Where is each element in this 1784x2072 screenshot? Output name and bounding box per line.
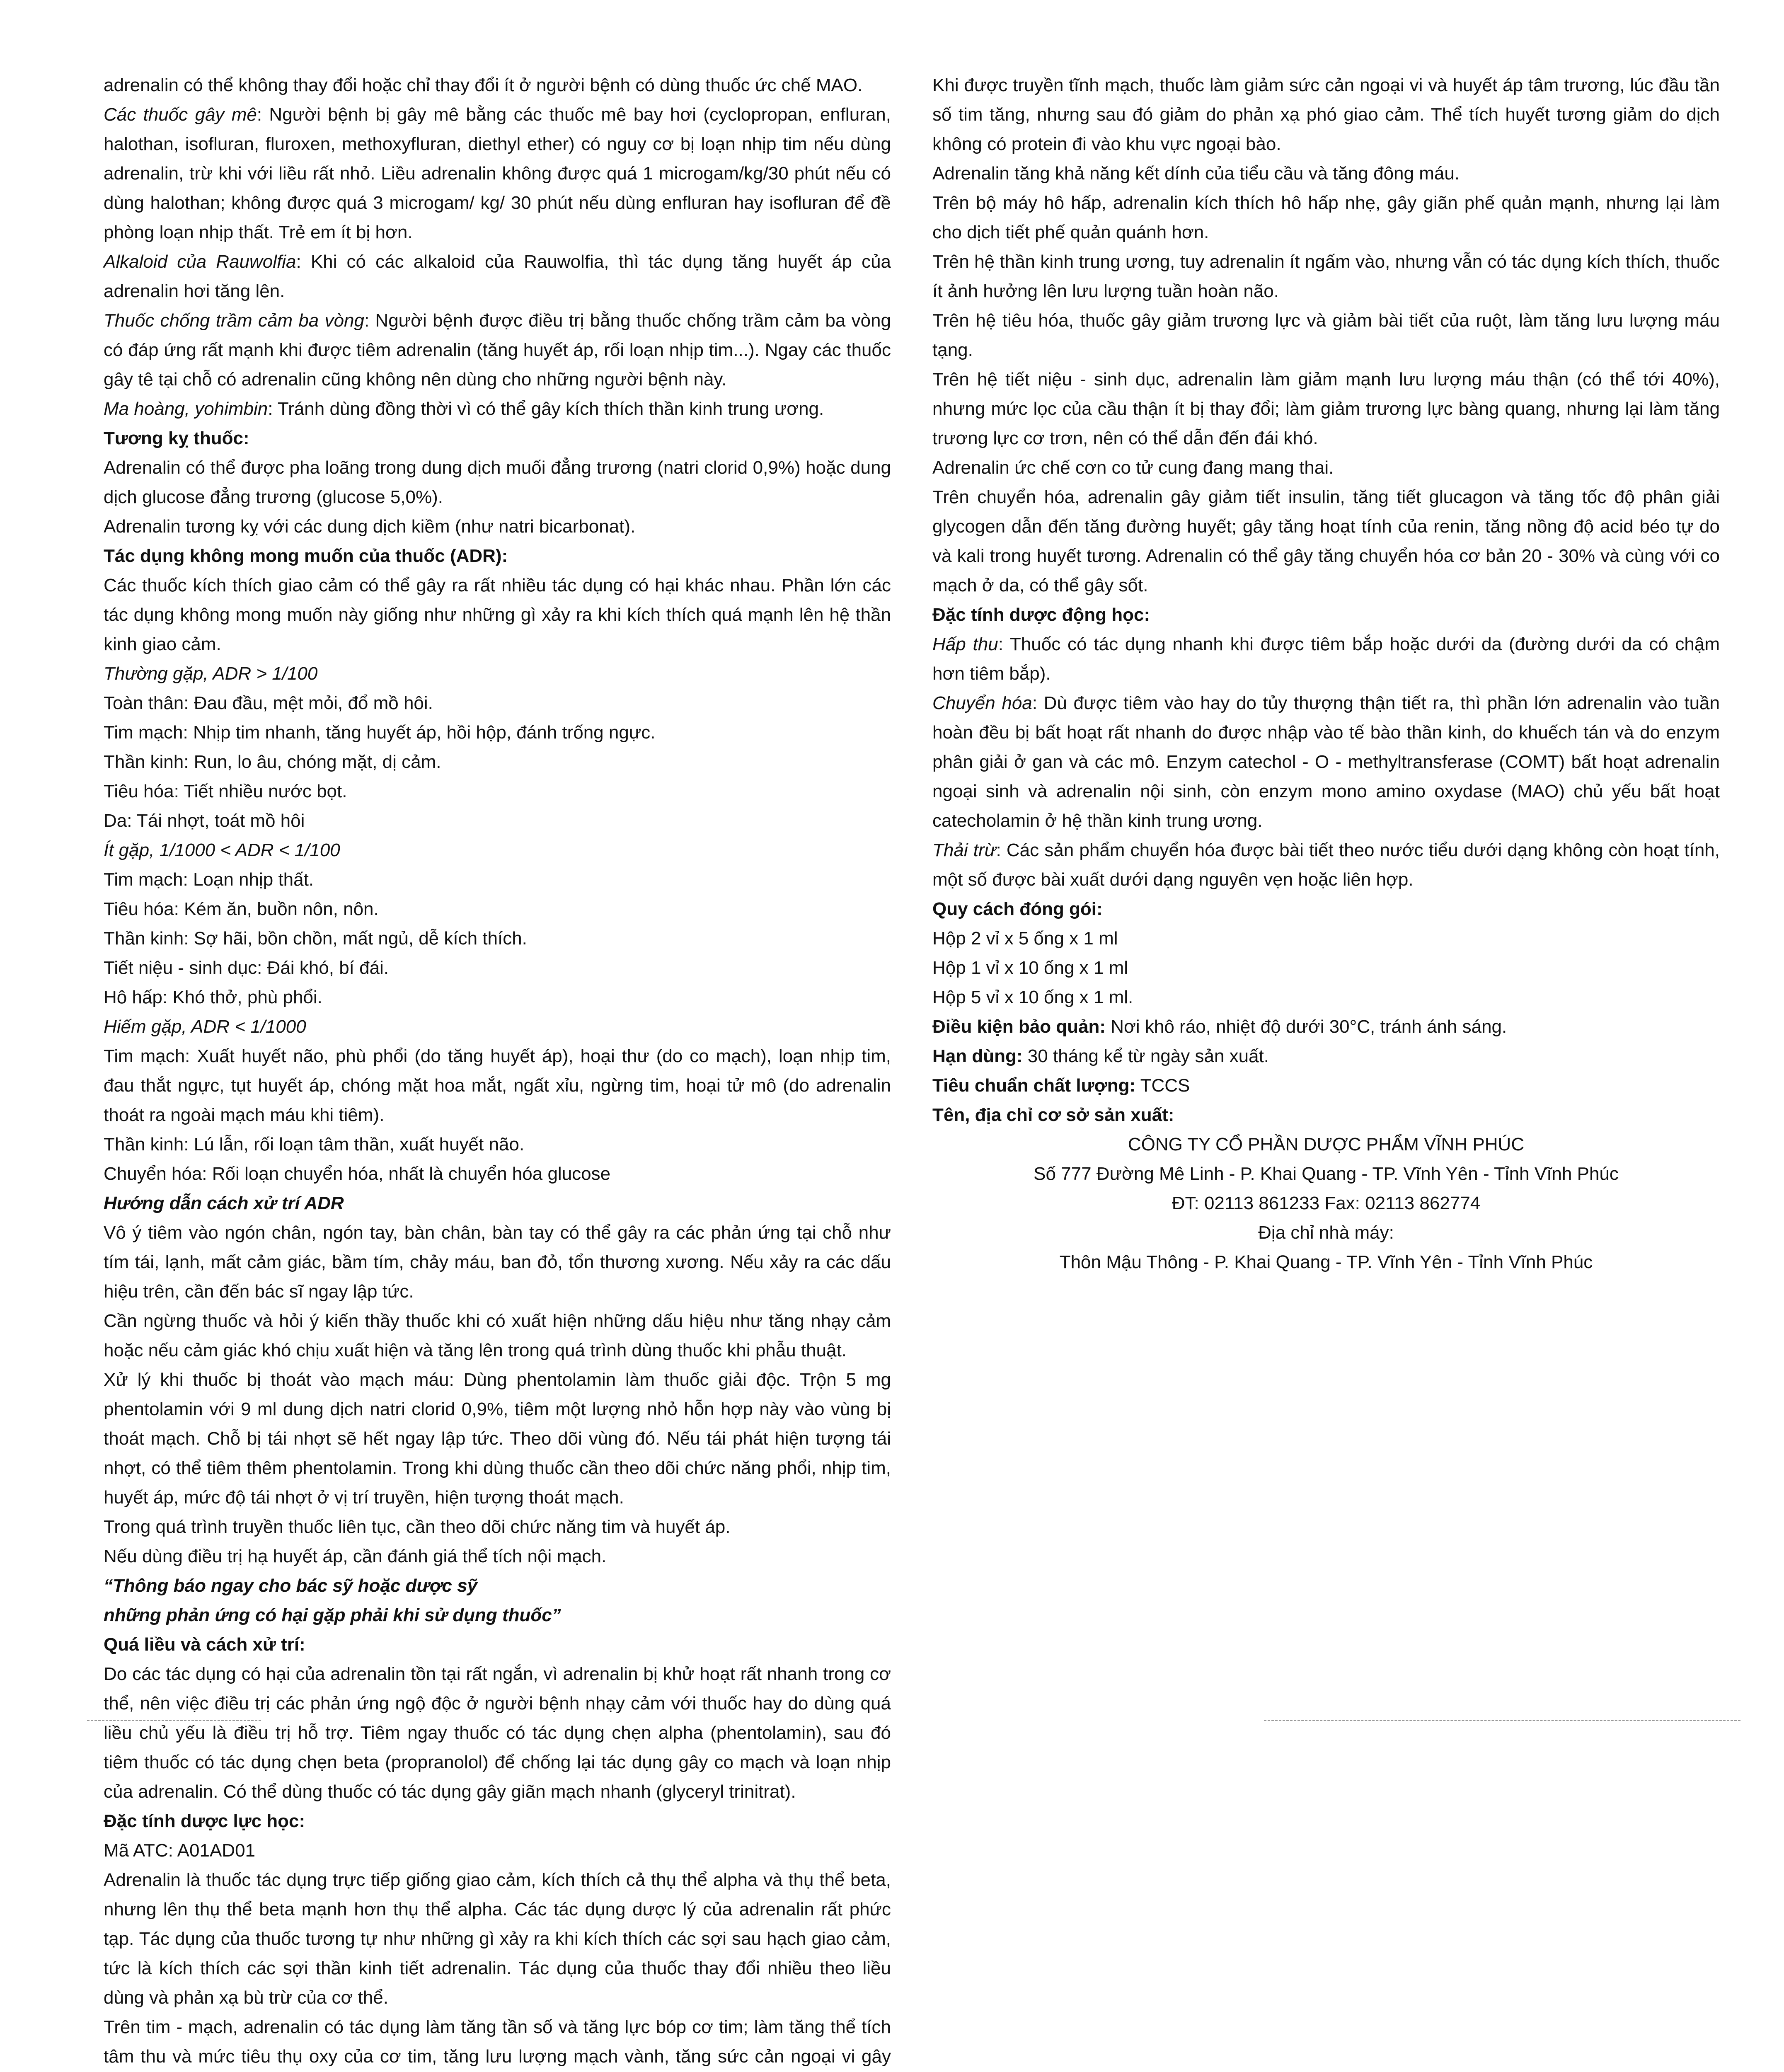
paragraph-lead: Alkaloid của Rauwolfia xyxy=(104,252,296,272)
frequency-heading: Hiếm gặp, ADR < 1/1000 xyxy=(104,1017,306,1037)
paragraph-with-italic-lead xyxy=(104,100,891,247)
paragraph-body: : Tránh dùng đồng thời vì có thể gây kích thích thần kinh trung ương. xyxy=(268,399,824,419)
paragraph-body: : Người bệnh bị gây mê bằng các thuốc mê bay hơi (cyclopropan, enfluran, halothan, isofluran, fluroxen, methoxyfluran, diethyl ether) có nguy cơ bị loạn nhịp tim nếu dùng adrenalin, trừ khi với liều rất nhỏ. Liều adrenalin không được quá 1 microgam/kg/30 phút nếu có dùng halothan; không được quá 3 microgam/ kg/ 30 phút nếu dùng enfluran hay isofluran để đề phòng loạn nhịp thất. Trẻ em ít bị hơn. xyxy=(104,104,891,242)
paragraph: Khi được truyền tĩnh mạch, thuốc làm giảm sức cản ngoại vi và huyết áp tâm trương, lúc đầu tần số tim tăng, nhưng sau đó giảm do phản xạ phó giao cảm. Thể tích huyết tương giảm do dịch không có protein đi vào khu vực ngoại bào. xyxy=(932,75,1720,154)
manufacturer-line: Thôn Mậu Thông - P. Khai Quang - TP. Vĩnh Yên - Tỉnh Vĩnh Phúc xyxy=(1059,1252,1593,1272)
right-column xyxy=(932,70,1720,1277)
paragraph-lead: Điều kiện bảo quản: xyxy=(932,1017,1106,1037)
paragraph: adrenalin có thể không thay đổi hoặc chỉ thay đổi ít ở người bệnh có dùng thuốc ức chế MAO. xyxy=(104,75,863,95)
labelled-line xyxy=(932,1012,1720,1041)
section-heading: Đặc tính dược động học: xyxy=(932,605,1150,625)
paragraph: Hộp 1 vỉ x 10 ống x 1 ml xyxy=(932,958,1128,978)
right-divider-line xyxy=(1264,1720,1740,1721)
paragraph: Tim mạch: Xuất huyết não, phù phổi (do tăng huyết áp), hoại thư (do co mạch), loạn nhịp tim, đau thắt ngực, tụt huyết áp, chóng mặt hoa mắt, ngất xỉu, ngừng tim, hoại tử mô (do adrenalin thoát ra ngoài mạch máu khi tiêm). xyxy=(104,1046,891,1125)
paragraph: Tim mạch: Loạn nhịp thất. xyxy=(104,869,314,890)
paragraph: Hô hấp: Khó thở, phù phổi. xyxy=(104,987,322,1007)
paragraph: Toàn thân: Đau đầu, mệt mỏi, đổ mồ hôi. xyxy=(104,693,433,713)
labelled-line xyxy=(932,1071,1720,1100)
section-heading: Tác dụng không mong muốn của thuốc (ADR): xyxy=(104,546,508,566)
paragraph: Adrenalin tương kỵ với các dung dịch kiềm (như natri bicarbonat). xyxy=(104,516,636,537)
paragraph: Tim mạch: Nhịp tim nhanh, tăng huyết áp, hồi hộp, đánh trống ngực. xyxy=(104,722,656,743)
paragraph-lead: Hạn dùng: xyxy=(932,1046,1023,1066)
section-heading: Quy cách đóng gói: xyxy=(932,899,1103,919)
paragraph: Adrenalin ức chế cơn co tử cung đang mang thai. xyxy=(932,457,1334,478)
paragraph-lead: Các thuốc gây mê xyxy=(104,104,257,125)
left-column xyxy=(104,70,891,2072)
paragraph: Adrenalin là thuốc tác dụng trực tiếp giống giao cảm, kích thích cả thụ thể alpha và thụ thể beta, nhưng lên thụ thể beta mạnh hơn thụ thể alpha. Các tác dụng dược lý của adrenalin rất phức tạp. Tác dụng của thuốc tương tự như những gì xảy ra khi kích thích các sợi sau hạch giao cảm, tức là kích thích các sợi thần kinh tiết adrenalin. Tác dụng của thuốc thay đổi nhiều theo liều dùng và phản xạ bù trừ của cơ thể. xyxy=(104,1870,891,2008)
paragraph: Adrenalin có thể được pha loãng trong dung dịch muối đẳng trương (natri clorid 0,9%) hoặc dung dịch glucose đẳng trương (glucose 5,0%). xyxy=(104,457,891,507)
paragraph-with-italic-lead xyxy=(104,306,891,394)
notice-line: “Thông báo ngay cho bác sỹ hoặc dược sỹ xyxy=(104,1576,478,1596)
paragraph-lead: Thải trừ xyxy=(932,840,996,860)
paragraph-lead: Thuốc chống trầm cảm ba vòng xyxy=(104,310,364,331)
paragraph: Mã ATC: A01AD01 xyxy=(104,1840,256,1861)
section-heading: Tên, địa chỉ cơ sở sản xuất: xyxy=(932,1105,1174,1125)
paragraph: Hộp 2 vỉ x 5 ống x 1 ml xyxy=(932,928,1118,949)
paragraph: Xử lý khi thuốc bị thoát vào mạch máu: Dùng phentolamin làm thuốc giải độc. Trộn 5 mg phentolamin với 9 ml dung dịch natri clorid 0,9%, tiêm một lượng nhỏ hỗn hợp này vào vùng bị thoát mạch. Chỗ bị tái nhợt sẽ hết ngay lập tức. Theo dõi vùng đó. Nếu tái phát hiện tượng tái nhợt, có thể tiêm thêm phentolamin. Trong khi dùng thuốc cần theo dõi chức năng phổi, nhịp tim, huyết áp, mức độ tái nhợt ở vị trí truyền, hiện tượng thoát mạch. xyxy=(104,1370,891,1508)
paragraph: Trên bộ máy hô hấp, adrenalin kích thích hô hấp nhẹ, gây giãn phế quản mạnh, nhưng lại làm cho dịch tiết phế quản quánh hơn. xyxy=(932,193,1720,242)
paragraph: Thần kinh: Lú lẫn, rối loạn tâm thần, xuất huyết não. xyxy=(104,1134,525,1155)
paragraph: Tiết niệu - sinh dục: Đái khó, bí đái. xyxy=(104,958,389,978)
paragraph-body: 30 tháng kể từ ngày sản xuất. xyxy=(1022,1046,1269,1066)
paragraph: Tiêu hóa: Kém ăn, buồn nôn, nôn. xyxy=(104,899,379,919)
paragraph-lead: Hấp thu xyxy=(932,634,998,654)
paragraph-body: : Người bệnh được điều trị bằng thuốc chống trầm cảm ba vòng có đáp ứng rất mạnh khi được tiêm adrenalin (tăng huyết áp, rối loạn nhịp tim...). Ngay các thuốc gây tê tại chỗ có adrenalin cũng không nên dùng cho những người bệnh này. xyxy=(104,310,891,390)
frequency-heading: Ít gặp, 1/1000 < ADR < 1/100 xyxy=(104,840,340,860)
section-heading: Đặc tính dược lực học: xyxy=(104,1811,305,1831)
paragraph-with-italic-lead xyxy=(932,629,1720,688)
paragraph: Trong quá trình truyền thuốc liên tục, cần theo dõi chức năng tim và huyết áp. xyxy=(104,1517,731,1537)
frequency-heading: Thường gặp, ADR > 1/100 xyxy=(104,663,318,684)
paragraph: Hộp 5 vỉ x 10 ống x 1 ml. xyxy=(932,987,1133,1007)
paragraph-with-italic-lead xyxy=(104,247,891,306)
paragraph-lead: Tiêu chuẩn chất lượng: xyxy=(932,1075,1136,1096)
paragraph-with-italic-lead xyxy=(932,688,1720,835)
paragraph-with-italic-lead xyxy=(932,835,1720,894)
manufacturer-line: CÔNG TY CỔ PHẦN DƯỢC PHẨM VĨNH PHÚC xyxy=(1128,1134,1525,1155)
manufacturer-line: Số 777 Đường Mê Linh - P. Khai Quang - TP. Vĩnh Yên - Tỉnh Vĩnh Phúc xyxy=(1034,1164,1619,1184)
paragraph: Trên tim - mạch, adrenalin có tác dụng làm tăng tần số và tăng lực bóp cơ tim; làm tăng thể tích tâm thu và mức tiêu thụ oxy của cơ tim, tăng lưu lượng mạch vành, tăng sức cản ngoại vi gây xyxy=(104,2017,891,2067)
paragraph: Trên hệ thần kinh trung ương, tuy adrenalin ít ngấm vào, nhưng vẫn có tác dụng kích thích, thuốc ít ảnh hưởng lên lưu lượng tuần hoàn não. xyxy=(932,252,1720,301)
paragraph: Tiêu hóa: Tiết nhiều nước bọt. xyxy=(104,781,347,801)
paragraph: Adrenalin tăng khả năng kết dính của tiểu cầu và tăng đông máu. xyxy=(932,163,1460,184)
paragraph-body: Nơi khô ráo, nhiệt độ dưới 30°C, tránh ánh sáng. xyxy=(1106,1017,1507,1037)
paragraph: Thần kinh: Run, lo âu, chóng mặt, dị cảm. xyxy=(104,752,441,772)
paragraph-body: : Khi có các alkaloid của Rauwolfia, thì tác dụng tăng huyết áp của adrenalin hơi tăng lên. xyxy=(104,252,891,301)
paragraph: Chuyển hóa: Rối loạn chuyển hóa, nhất là chuyển hóa glucose xyxy=(104,1164,611,1184)
subsection-heading: Hướng dẫn cách xử trí ADR xyxy=(104,1193,344,1213)
labelled-line xyxy=(932,1041,1720,1071)
paragraph: Thần kinh: Sợ hãi, bồn chồn, mất ngủ, dễ kích thích. xyxy=(104,928,527,949)
paragraph: Trên chuyển hóa, adrenalin gây giảm tiết insulin, tăng tiết glucagon và tăng tốc độ phân giải glycogen dẫn đến tăng đường huyết; gây tăng hoạt tính của renin, tăng nồng độ acid béo tự do và kali trong huyết tương. Adrenalin có thể gây tăng chuyển hóa cơ bản 20 - 30% và cùng với co mạch ở da, có thể gây sốt. xyxy=(932,487,1720,595)
manufacturer-line: Địa chỉ nhà máy: xyxy=(1258,1222,1394,1243)
manufacturer-line: ĐT: 02113 861233 Fax: 02113 862774 xyxy=(1172,1193,1481,1213)
paragraph-body: : Thuốc có tác dụng nhanh khi được tiêm bắp hoặc dưới da (đường dưới da có chậm hơn tiêm bắp). xyxy=(932,634,1720,684)
paragraph: Da: Tái nhợt, toát mồ hôi xyxy=(104,811,305,831)
notice-line: những phản ứng có hại gặp phải khi sử dụng thuốc” xyxy=(104,1605,561,1625)
paragraph-body: : Các sản phẩm chuyển hóa được bài tiết theo nước tiểu dưới dạng không còn hoạt tính, một số được bài xuất dưới dạng nguyên vẹn hoặc liên hợp. xyxy=(932,840,1720,890)
paragraph-body: TCCS xyxy=(1135,1075,1190,1096)
section-heading: Quá liều và cách xử trí: xyxy=(104,1634,305,1655)
paragraph: Nếu dùng điều trị hạ huyết áp, cần đánh giá thể tích nội mạch. xyxy=(104,1546,607,1566)
paragraph: Các thuốc kích thích giao cảm có thể gây ra rất nhiều tác dụng có hại khác nhau. Phần lớn các tác dụng không mong muốn này giống như những gì xảy ra khi kích thích quá mạnh lên hệ thần kinh giao cảm. xyxy=(104,575,891,654)
paragraph-body: : Dù được tiêm vào hay do tủy thượng thận tiết ra, thì phần lớn adrenalin vào tuần hoàn đều bị bất hoạt rất nhanh do được nhập vào tế bào thần kinh, do khuếch tán và do enzym phân giải ở gan và các mô. Enzym catechol - O - methyltransferase (COMT) bất hoạt adrenalin ngoại sinh và adrenalin nội sinh, còn enzym mono amino oxydase (MAO) chủ yếu bất hoạt catecholamin ở hệ thần kinh trung ương. xyxy=(932,693,1720,831)
paragraph-with-italic-lead xyxy=(104,394,891,424)
paragraph: Trên hệ tiêu hóa, thuốc gây giảm trương lực và giảm bài tiết của ruột, làm tăng lưu lượng máu tạng. xyxy=(932,310,1720,360)
left-divider-line xyxy=(87,1720,261,1721)
paragraph: Trên hệ tiết niệu - sinh dục, adrenalin làm giảm mạnh lưu lượng máu thận (có thể tới 40%), nhưng mức lọc của cầu thận ít bị thay đổi; làm giảm trương lực bàng quang, nhưng lại làm tăng trương lực cơ trơn, nên có thể dẫn đến đái khó. xyxy=(932,369,1720,448)
paragraph-lead: Ma hoàng, yohimbin xyxy=(104,399,268,419)
paragraph: Vô ý tiêm vào ngón chân, ngón tay, bàn chân, bàn tay có thể gây ra các phản ứng tại chỗ như tím tái, lạnh, mất cảm giác, bầm tím, chảy máu, ban đỏ, tổn thương xương. Nếu xảy ra các dấu hiệu trên, cần đến bác sĩ ngay lập tức. xyxy=(104,1222,891,1302)
section-heading: Tương kỵ thuốc: xyxy=(104,428,249,448)
paragraph: Do các tác dụng có hại của adrenalin tồn tại rất ngắn, vì adrenalin bị khử hoạt rất nhanh trong cơ thể, nên việc điều trị các phản ứng ngộ độc ở người bệnh nhạy cảm với thuốc hay do dùng quá liều chủ yếu là điều trị hỗ trợ. Tiêm ngay thuốc có tác dụng chẹn alpha (phentolamin), sau đó tiêm thuốc có tác dụng chẹn beta (propranolol) để chống lại tác dụng gây co mạch và loạn nhịp của adrenalin. Có thể dùng thuốc có tác dụng gây giãn mạch nhanh (glyceryl trinitrat). xyxy=(104,1664,891,1802)
paragraph: Cần ngừng thuốc và hỏi ý kiến thầy thuốc khi có xuất hiện những dấu hiệu như tăng nhạy cảm hoặc nếu cảm giác khó chịu xuất hiện và tăng lên trong quá trình dùng thuốc khi phẫu thuật. xyxy=(104,1311,891,1360)
paragraph-lead: Chuyển hóa xyxy=(932,693,1032,713)
